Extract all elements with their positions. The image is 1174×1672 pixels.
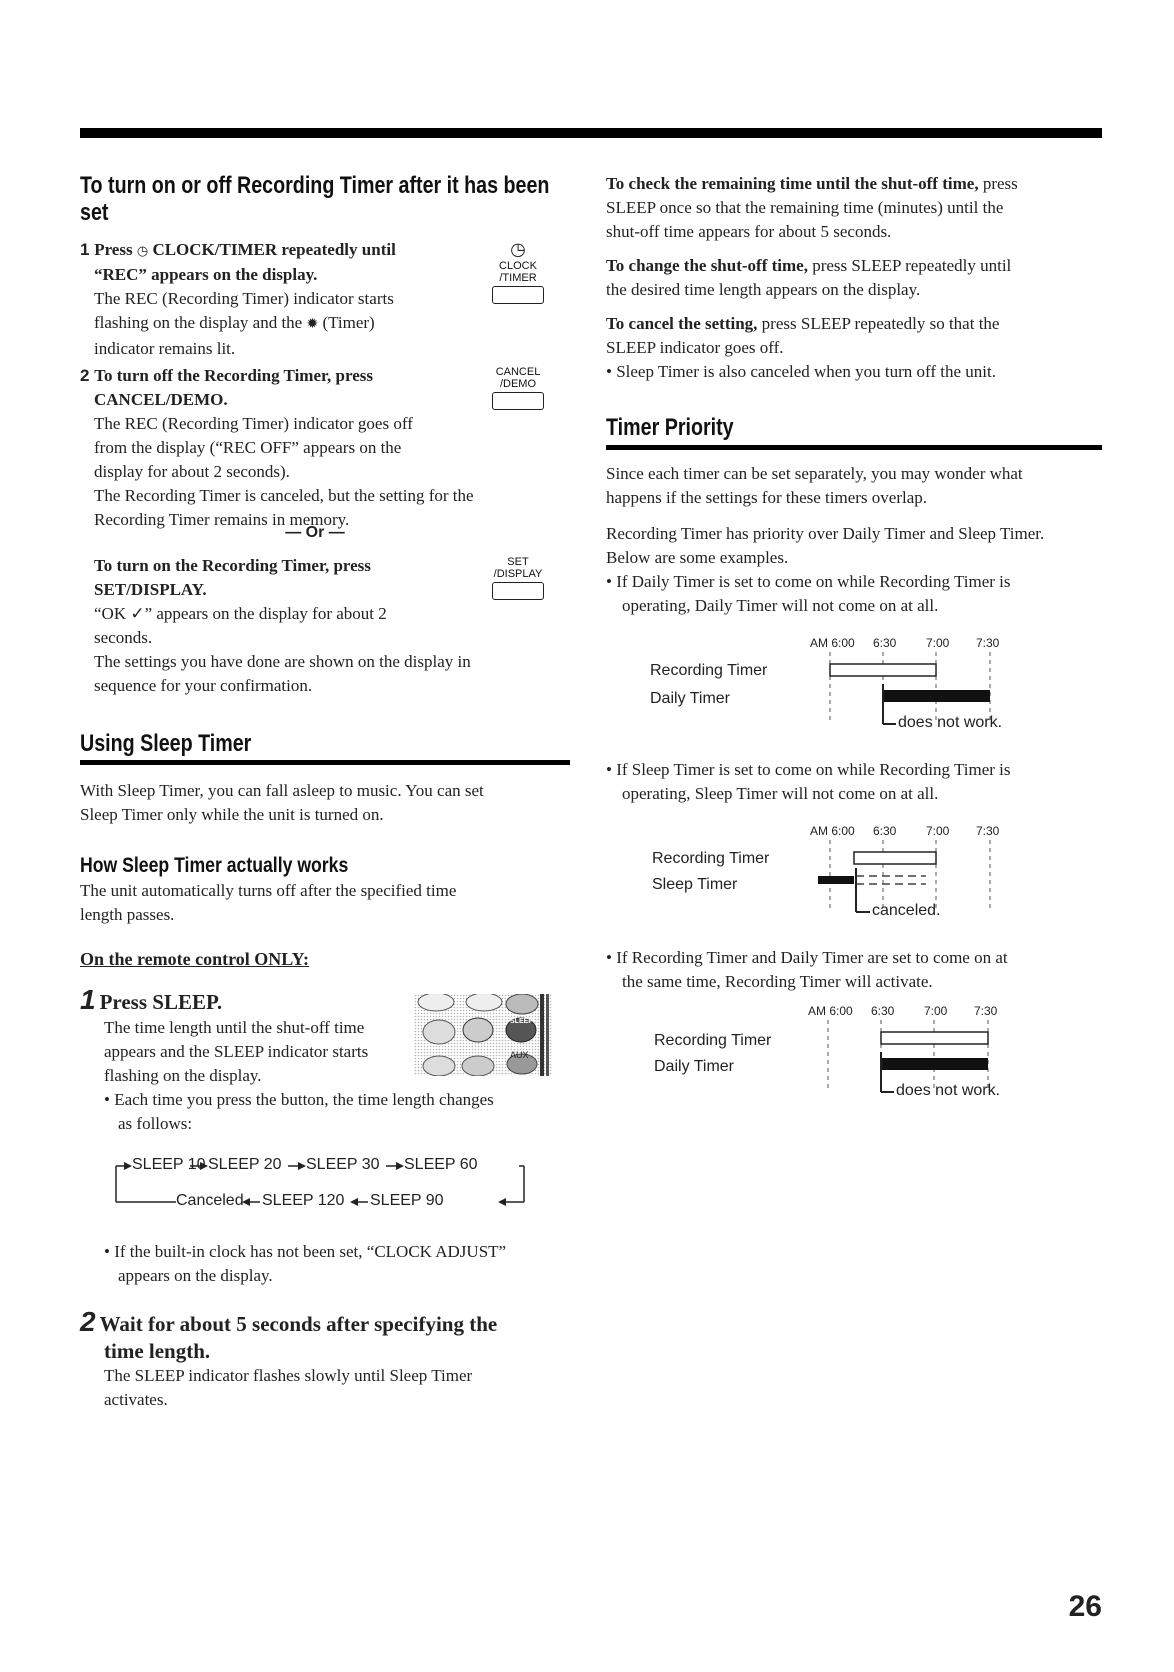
s1-bullet-a: • Each time you press the button, the time length changes (104, 1090, 494, 1109)
clock-key-label: CLOCK (499, 260, 537, 272)
priority-diagram-3 (606, 994, 1102, 1110)
how-text-a: The unit automatically turns off after the specified time (80, 881, 457, 900)
d3-tick-730: 7:30 (974, 1004, 998, 1018)
remote-illustration-svg (414, 994, 552, 1076)
sleep-intro-b: Sleep Timer only while the unit is turned on. (80, 805, 384, 824)
sleep-cycle-diagram (80, 1152, 550, 1226)
s1-bullet2-a: • If the built-in clock has not been set, “CLOCK ADJUST” (104, 1242, 507, 1261)
d2-tick-700: 7:00 (926, 824, 950, 838)
d1-tick-630: 6:30 (873, 636, 897, 650)
ex2-b: operating, Sleep Timer will not come on at all. (622, 784, 939, 803)
priority-diagram-2 (606, 812, 1102, 928)
s2-head-b: time length. (104, 1339, 211, 1363)
turn-on-block (80, 554, 580, 704)
change-bold: To change the shut-off time, (606, 256, 808, 275)
turnon-text-c: The settings you have done are shown on the display in (94, 652, 471, 671)
recording-timer-heading: To turn on or off Recording Timer after it has been set (80, 172, 550, 226)
d3-row-recording: Recording Timer (654, 1032, 772, 1049)
cycle-sleep-30: SLEEP 30 (306, 1156, 380, 1173)
d1-row-daily: Daily Timer (650, 690, 731, 707)
sleep-step1 (80, 984, 580, 1136)
check-bold: To check the remaining time until the shut-off time, (606, 174, 979, 193)
d1-tick-730: 7:30 (976, 636, 1000, 650)
d3-tick-700: 7:00 (924, 1004, 948, 1018)
check-rest-a: press (982, 174, 1018, 193)
prio-text-c: Recording Timer has priority over Daily Timer and Sleep Timer. (606, 524, 1045, 543)
turnon-head-a: To turn on the Recording Timer, press (94, 556, 371, 575)
check-rest-b: SLEEP once so that the remaining time (minutes) until the (606, 198, 1004, 217)
cancel-bold: To cancel the setting, (606, 314, 758, 333)
clock-timer-button (492, 286, 544, 304)
step1-key: CLOCK/TIMER repeatedly until (152, 240, 396, 259)
priority-diagram-1 (606, 624, 1102, 740)
change-rest-b: the desired time length appears on the display. (606, 280, 921, 299)
step1-number: 1 (80, 984, 96, 1015)
ex3-b: the same time, Recording Timer will activate. (622, 972, 933, 991)
ex2-a: • If Sleep Timer is set to come on while Recording Timer is (606, 760, 1011, 779)
step2-block: 2 To turn off the Recording Timer, press CANCEL/DEMO. The REC (Recording Timer) indicator goes off from the display (“REC OFF” appears on the display for about 2 seconds). The Recording Timer is canceled, but the setting for the Recording Timer remains in memory. CANCEL /DEMO (80, 364, 580, 514)
remote-illustration (414, 994, 552, 1076)
d2-tick-630: 6:30 (873, 824, 897, 838)
set-display-key (488, 556, 548, 600)
clock-small-icon: ◷ (136, 243, 149, 258)
clock-timer-key (488, 238, 548, 304)
d1-note: does not work. (898, 714, 1003, 731)
remote-aux-label: AUX (510, 1050, 529, 1060)
turnon-text-d: sequence for your confirmation. (94, 676, 313, 695)
demo-key-label: /DEMO (499, 378, 537, 390)
s2-head-a: Wait for about 5 seconds after specifying the (99, 1312, 498, 1336)
d3-note: does not work. (896, 1082, 1001, 1099)
cycle-sleep-120: SLEEP 120 (262, 1192, 345, 1209)
cycle-sleep-90: SLEEP 90 (370, 1192, 444, 1209)
step1-block: 1 Press ◷ CLOCK/TIMER repeatedly until “REC” appears on the display. The REC (Recording Timer) indicator starts flashing on the display and the ✹ (Timer) indicator remains lit. ◷ CLOCK /TIMER (80, 238, 580, 356)
sleep-heading-rule (80, 760, 570, 765)
d2-tick-600: AM 6:00 (810, 824, 855, 838)
step1-text-a: The REC (Recording Timer) indicator starts (94, 289, 394, 308)
d1-row-recording: Recording Timer (650, 662, 768, 679)
s1-bullet2-b: appears on the display. (118, 1266, 273, 1285)
turnon-text-b: seconds. (94, 628, 153, 647)
d3-row-daily: Daily Timer (654, 1058, 735, 1075)
how-sleep-heading: How Sleep Timer actually works (80, 854, 349, 877)
step1-text-c: (Timer) (322, 313, 375, 332)
step2-text-c: display for about 2 seconds). (94, 462, 290, 481)
d2-note: canceled. (872, 902, 941, 919)
left-column (80, 172, 580, 1412)
step1-press: Press (94, 240, 133, 259)
d2-row-sleep: Sleep Timer (652, 876, 738, 893)
or-separator: — Or — (285, 524, 345, 541)
d1-tick-700: 7:00 (926, 636, 950, 650)
d1-tick-600: AM 6:00 (810, 636, 855, 650)
prio-text-a: Since each timer can be set separately, you may wonder what (606, 464, 1023, 483)
timer-priority-section (606, 414, 1102, 1110)
change-rest-a: press SLEEP repeatedly until (812, 256, 1012, 275)
step1-text-b: flashing on the display and the (94, 313, 303, 332)
s1-text-b: appears and the SLEEP indicator starts (104, 1042, 369, 1061)
step1-text-d: indicator remains lit. (94, 339, 236, 358)
set-display-button (492, 582, 544, 600)
prio-text-b: happens if the settings for these timers overlap. (606, 488, 928, 507)
step1-condition: “REC” appears on the display. (94, 265, 318, 284)
cancel-key-label: CANCEL (495, 366, 541, 378)
d1-timeline-svg (606, 624, 1102, 740)
how-text-b: length passes. (80, 905, 175, 924)
timer-priority-heading: Timer Priority (606, 414, 734, 441)
turnon-text-a: “OK ✓” appears on the display for about 2 (94, 604, 387, 623)
s1-text-a: The time length until the shut-off time (104, 1018, 365, 1037)
cancel-bullet: • Sleep Timer is also canceled when you turn off the unit. (606, 362, 996, 381)
set-key-label: SET (507, 556, 529, 568)
cycle-canceled: Canceled (176, 1192, 244, 1209)
display-key-label: /DISPLAY (493, 568, 543, 580)
sleep-step2 (80, 1306, 580, 1412)
cycle-sleep-20: SLEEP 20 (208, 1156, 282, 1173)
s2-text-a: The SLEEP indicator flashes slowly until Sleep Timer (104, 1366, 473, 1385)
prio-text-d: Below are some examples. (606, 548, 789, 567)
check-rest-c: shut-off time appears for about 5 seconds. (606, 222, 892, 241)
remote-only-label: On the remote control ONLY: (80, 949, 309, 969)
s1-text-c: flashing on the display. (104, 1066, 262, 1085)
d2-row-recording: Recording Timer (652, 850, 770, 867)
page-number: 26 (1068, 1590, 1102, 1623)
d2-timeline-svg (606, 812, 1102, 928)
step1-heading: Press SLEEP. (99, 990, 223, 1014)
step2-text-d: The Recording Timer is canceled, but the setting for the (94, 486, 474, 505)
ex3-a: • If Recording Timer and Daily Timer are set to come on at (606, 948, 1008, 967)
clock-icon: ◷ (510, 239, 526, 259)
top-rule (80, 128, 1102, 138)
cycle-sleep-10: SLEEP 10 (132, 1156, 206, 1173)
remote-sleep-label: SLEEP (510, 1018, 533, 1025)
d3-timeline-svg (606, 994, 1102, 1110)
turnon-head-b: SET/DISPLAY. (94, 580, 207, 599)
step2-head-a: To turn off the Recording Timer, press (94, 366, 373, 385)
timer-key-label: /TIMER (499, 272, 537, 284)
timer-indicator-icon: ✹ (306, 317, 319, 332)
ex1-a: • If Daily Timer is set to come on while Recording Timer is (606, 572, 1011, 591)
cancel-demo-button (492, 392, 544, 410)
step2-text-b: from the display (“REC OFF” appears on the (94, 438, 402, 457)
s1-bullet-b: as follows: (118, 1114, 193, 1133)
step2-number: 2 (80, 1306, 96, 1337)
step2-text-a: The REC (Recording Timer) indicator goes off (94, 414, 413, 433)
cancel-rest-b: SLEEP indicator goes off. (606, 338, 784, 357)
step2-text-e: Recording Timer remains in memory. (94, 510, 350, 529)
step2-head-b: CANCEL/DEMO. (94, 390, 228, 409)
cycle-sleep-60: SLEEP 60 (404, 1156, 478, 1173)
sleep-timer-heading: Using Sleep Timer (80, 730, 252, 757)
ex1-b: operating, Daily Timer will not come on at all. (622, 596, 939, 615)
right-column (606, 172, 1102, 1110)
sleep-intro-a: With Sleep Timer, you can fall asleep to music. You can set (80, 781, 484, 800)
sleep-section (80, 730, 580, 1412)
cancel-demo-key (488, 366, 548, 410)
s2-text-b: activates. (104, 1390, 168, 1409)
cancel-rest-a: press SLEEP repeatedly so that the (761, 314, 1000, 333)
d2-tick-730: 7:30 (976, 824, 1000, 838)
d3-tick-600: AM 6:00 (808, 1004, 853, 1018)
d3-tick-630: 6:30 (871, 1004, 895, 1018)
priority-heading-rule (606, 445, 1102, 450)
